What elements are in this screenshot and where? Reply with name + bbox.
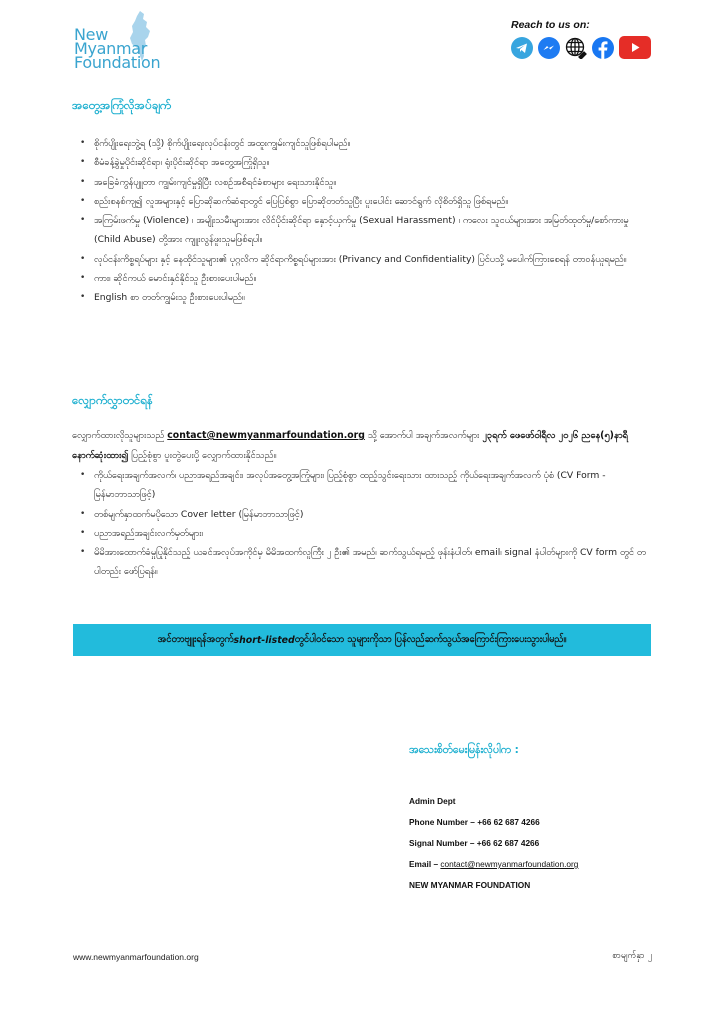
social-links xyxy=(510,36,652,59)
requirements-title: အတွေ့အကြုံလိုအပ်ချက် xyxy=(72,98,172,112)
list-item: • ပညာအရည်အချင်းလက်မှတ်များ၊ xyxy=(88,524,648,543)
list-item: • စီမံခန့်ခွဲမှုပိုင်းဆိုင်ရာ၊ ရုံးပိုင်းဆိုင်ရာ အတွေ့အကြုံရှိသူ။ xyxy=(88,153,648,172)
telegram-icon[interactable] xyxy=(510,36,533,59)
logo-text xyxy=(74,25,161,72)
contact-email-line xyxy=(409,859,578,869)
messenger-icon[interactable] xyxy=(537,36,560,59)
deadline: ၂၃ရက် ဖေဖော်ဝါရီလ ၂၀၂၆ ညနေ(၅)နာရီ နောက်ဆုံးထား၍ xyxy=(72,430,628,461)
list-item: • အကြမ်းဖက်မှု (Violence) ၊ အမျိုးသမီးများအား လိင်ပိုင်းဆိုင်ရာ နှောင့်ယှက်မှု (Sexual Harassment) ၊ ကလေး သူငယ်များအား အမြတ်ထုတ်မှု/စော်ကားမှု (Child Abuse) တို့အား ကျူးလွန်ဖူးသူမဖြစ်ရပါ။ xyxy=(88,211,648,250)
footer-website[interactable]: www.newmyanmarfoundation.org xyxy=(73,952,199,962)
website-globe-icon[interactable] xyxy=(564,36,587,59)
list-item: • မိမိအားထောက်ခံမှုပြုနိုင်သည့် ယခင်အလုပ်အကိုင်မှ မိမိအထက်လူကြီး ၂ ဦး၏ အမည်၊ ဆက်သွယ်ရမည့် ဖုန်းနံပါတ်၊ email၊ signal နံပါတ်များကို CV form တွင် တပါတည်း ဖော်ပြရန်။ xyxy=(88,543,648,582)
shortlist-notice-banner xyxy=(73,624,651,656)
apply-title: လျှောက်လွှာတင်ရန် xyxy=(72,393,153,407)
list-item: • English စာ တတ်ကျွမ်းသူ ဦးစားပေးပါမည်။ xyxy=(88,288,648,307)
apply-intro-mid: သို့ အောက်ပါ အချက်အလက်များ xyxy=(364,430,483,441)
facebook-icon[interactable] xyxy=(591,36,614,59)
contact-phone: Phone Number – +66 62 687 4266 xyxy=(409,817,540,827)
apply-list xyxy=(78,466,648,582)
list-item: • စည်းစနစ်ကျ၍ လူအများနှင့် ပြောဆိုဆက်ဆံရာတွင် ပြေပြစ်စွာ ပြောဆိုတတ်သူပြီး ပူးပေါင်း ဆောင်ရွက် လိုစိတ်ရှိသူ ဖြစ်ရမည်။ xyxy=(88,192,648,211)
list-item: • အခြေခံကွန်ပျူတာ ကျွမ်းကျင်မှုရှိပြီး လစဉ်အစီရင်ခံစာများ ရေးသားနိုင်သူ။ xyxy=(88,173,648,192)
apply-intro-text: လျှောက်ထားလိုသူများသည် xyxy=(72,430,168,441)
contact-title: အသေးစိတ်မေးမြန်းလိုပါက : xyxy=(409,744,519,756)
logo-line-new: New xyxy=(74,25,108,44)
email-label: Email – xyxy=(409,859,441,869)
banner-text-end: တွင်ပါဝင်သော သူများကိုသာ ပြန်လည်ဆက်သွယ်အကြောင်းကြားပေးသွားပါမည်။ xyxy=(294,634,567,645)
contact-block xyxy=(409,744,669,890)
list-item: • တစ်မျက်နှာထက်မပိုသော Cover letter (မြန်မာဘာသာဖြင့်) xyxy=(88,505,648,524)
logo xyxy=(74,10,174,74)
banner-text: အင်တာဗျူးရန်အတွက် xyxy=(157,634,234,645)
apply-intro-end: ပြည့်စုံစွာ ပူးတွဲပေးပို့ လျှောက်ထားနိုင်သည်။ xyxy=(128,449,277,461)
contact-dept: Admin Dept xyxy=(409,796,456,806)
list-item: • ကိုယ်ရေးအချက်အလက်၊ ပညာအရည်အချင်း၊ အလုပ်အတွေ့အကြုံများ၊ ပြည့်စုံစွာ ထည့်သွင်းရေးသား ထားသည့် ကိုယ်ရေးအချက်အလက် ပုံစံ (CV Form - မြန်မာဘာသာဖြင့်) xyxy=(88,466,648,505)
youtube-icon[interactable] xyxy=(618,36,652,59)
list-item: • ကား၊ ဆိုင်ကယ် မောင်းနှင်နိုင်သူ ဦးစားပေးပါမည်။ xyxy=(88,269,648,288)
email-link[interactable]: contact@newmyanmarfoundation.org xyxy=(167,430,365,441)
logo-line-myanmar: Myanmar xyxy=(74,39,148,58)
logo-line-foundation: Foundation xyxy=(74,53,161,72)
contact-signal: Signal Number – +66 62 687 4266 xyxy=(409,838,540,848)
page-number: စာမျက်နှာ ၂ xyxy=(612,951,652,961)
list-item: • စိုက်ပျိုးရေးဘွဲ့ရ (သို့) စိုက်ပျိုးရေးလုပ်ငန်းတွင် အထူးကျွမ်းကျင်သူဖြစ်ရပါမည်။ xyxy=(88,134,648,153)
banner-emphasis: short-listed xyxy=(233,634,295,646)
list-item: • လုပ်ငန်းကိစ္စရပ်များ နှင့် နေထိုင်သူများ၏ ပုဂ္ဂလိက ဆိုင်ရာကိစ္စရပ်များအား (Privancy and Confidentiality) ပြင်ပသို့ မပေါက်ကြားစေရန် တာဝန်ယူရမည်။ xyxy=(88,250,648,269)
contact-org: NEW MYANMAR FOUNDATION xyxy=(409,880,531,890)
requirements-list xyxy=(78,134,648,308)
apply-intro xyxy=(72,426,652,465)
contact-email-link[interactable]: contact@newmyanmarfoundation.org xyxy=(440,859,579,869)
reach-label: Reach to us on: xyxy=(511,19,590,31)
